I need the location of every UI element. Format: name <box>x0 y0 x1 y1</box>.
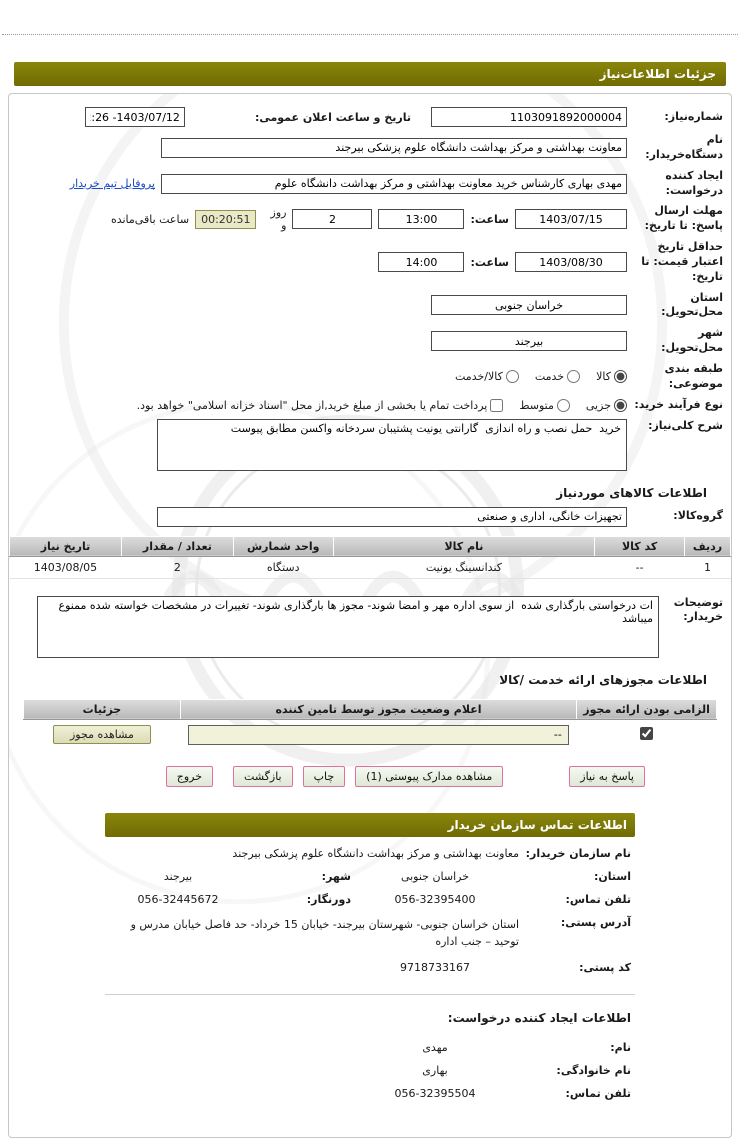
treasury-payment-checkbox[interactable] <box>490 399 503 412</box>
creator-section-title: اطلاعات ایجاد کننده درخواست: <box>447 1010 631 1025</box>
remaining-hours-label: ساعت باقی‌مانده <box>110 212 190 226</box>
back-button[interactable]: بازگشت <box>233 766 293 787</box>
goods-table <box>9 536 731 579</box>
countdown-timer: 00:20:51 <box>195 210 256 229</box>
row-creator-lastname <box>105 1054 635 1077</box>
deadline-date-input[interactable] <box>515 209 627 229</box>
announce-datetime-input[interactable] <box>85 107 185 127</box>
goods-group-label: گروه‌کالا: <box>673 509 723 523</box>
delivery-province-label: استان محل‌تحویل: <box>661 290 723 319</box>
purchase-process-label: نوع فرآیند خرید: <box>634 397 723 411</box>
row-org-name <box>105 837 635 860</box>
category-goods-service-label: کالا/خدمت <box>455 370 503 384</box>
buyer-team-profile-link[interactable]: پروفایل تیم خریدار <box>69 177 155 191</box>
goods-table-row <box>10 556 731 578</box>
category-goods-label: کالا <box>596 370 611 384</box>
process-minor-label: جزیی <box>585 398 611 412</box>
page-title: جزئیات اطلاعات‌نیاز <box>14 62 726 86</box>
delivery-province-input[interactable] <box>431 295 627 315</box>
buyer-contact-section <box>105 813 635 1100</box>
license-table-row <box>24 719 717 750</box>
column-header-need-date: تاریخ نیاز <box>10 536 122 556</box>
license-table-header-row <box>24 699 717 719</box>
license-section-title: اطلاعات مجوزهای ارائه خدمت /کالا <box>499 672 707 687</box>
buyer-contact-title: اطلاعات تماس سازمان خریدار <box>105 813 635 837</box>
category-goods-service-radio[interactable] <box>506 370 519 383</box>
postal-code-value: 9718733167 <box>400 960 470 974</box>
cell-quantity: 2 <box>121 556 233 578</box>
validity-date-input[interactable] <box>515 252 627 272</box>
view-attachments-button[interactable]: مشاهده مدارک پیوستی (1) <box>355 766 503 787</box>
subject-classification-label: طبقه بندی موضوعی: <box>664 361 723 390</box>
process-option-medium[interactable] <box>519 399 570 412</box>
row-purchase-process <box>9 395 731 416</box>
validity-hour-label: ساعت: <box>470 255 509 269</box>
license-status-input[interactable] <box>188 725 569 745</box>
announce-datetime-label: تاریخ و ساعت اعلان عمومی: <box>254 110 411 124</box>
need-number-input[interactable] <box>431 107 627 127</box>
row-delivery-province <box>9 288 731 324</box>
row-response-deadline <box>9 201 731 237</box>
creator-lastname-label: نام خانوادگی: <box>556 1063 631 1077</box>
section-divider <box>105 994 635 995</box>
row-request-creator <box>9 166 731 202</box>
column-header-unit: واحد شمارش <box>233 536 333 556</box>
row-province-city <box>105 860 635 883</box>
category-option-goods-service[interactable] <box>455 370 519 383</box>
main-panel <box>8 93 732 1138</box>
need-description-label: شرح کلی‌نیاز: <box>648 418 723 432</box>
category-service-label: خدمت <box>534 370 565 384</box>
creator-firstname-label: نام: <box>610 1040 631 1054</box>
column-header-item-code: کد کالا <box>595 536 685 556</box>
category-option-service[interactable] <box>535 370 580 383</box>
request-creator-input[interactable] <box>161 174 627 194</box>
contact-city-label: شهر: <box>321 869 351 883</box>
goods-table-header-row <box>10 536 731 556</box>
row-phone-fax <box>105 883 635 906</box>
cell-row-no: 1 <box>685 556 731 578</box>
remaining-days-input[interactable] <box>292 209 372 229</box>
column-header-quantity: تعداد / مقدار <box>121 536 233 556</box>
contact-province-value: خراسان جنوبی <box>400 869 470 883</box>
request-creator-label: ایجاد کننده درخواست: <box>665 168 723 197</box>
row-creator-phone <box>105 1077 635 1100</box>
contact-city-value: بیرجند <box>163 869 193 883</box>
cell-item-code: -- <box>595 556 685 578</box>
row-postal-code <box>105 951 635 974</box>
license-required-checkbox[interactable] <box>640 727 653 740</box>
category-service-radio[interactable] <box>567 370 580 383</box>
need-description-textarea[interactable] <box>157 419 627 471</box>
creator-lastname-value: بهاری <box>422 1063 448 1077</box>
cell-item-name: کندانسینگ یونیت <box>333 556 595 578</box>
org-name-value: معاونت بهداشتی و مرکز بهداشت دانشگاه علوم پزشکی بیرجند <box>232 846 519 860</box>
action-buttons-row <box>9 750 731 787</box>
delivery-city-label: شهر محل‌تحویل: <box>661 326 723 355</box>
category-goods-radio[interactable] <box>614 370 627 383</box>
buyer-notes-textarea[interactable] <box>37 596 659 658</box>
creator-firstname-value: مهدی <box>422 1040 448 1054</box>
respond-to-need-button[interactable]: پاسخ به نیاز <box>569 766 645 787</box>
contact-phone-value: 056-32395400 <box>394 892 476 906</box>
process-medium-radio[interactable] <box>557 399 570 412</box>
deadline-time-input[interactable] <box>378 209 464 229</box>
postal-address-value: استان خراسان جنوبی- شهرستان بیرجند- خیابان 15 خرداد- حد فاصل خیابان مدرس و توحید – جنب اداره <box>130 917 519 949</box>
print-button[interactable]: چاپ <box>303 766 346 787</box>
row-need-description <box>9 416 731 474</box>
buyer-notes-label: توضیحات خریدار: <box>673 595 723 624</box>
postal-address-label: آدرس پستی: <box>560 915 631 929</box>
goods-group-input[interactable] <box>157 507 627 527</box>
row-creator-firstname <box>105 1031 635 1054</box>
goods-section-title: اطلاعات کالاهای موردنیاز <box>556 485 707 500</box>
buyer-org-label: نام دستگاه‌خریدار: <box>645 133 723 161</box>
row-buyer-org <box>9 130 731 166</box>
creator-phone-value: 056-32395504 <box>394 1086 476 1100</box>
column-header-row-no: ردیف <box>685 536 731 556</box>
row-postal-address <box>105 906 635 951</box>
category-option-goods[interactable] <box>596 370 627 383</box>
view-license-button[interactable]: مشاهده مجوز <box>53 725 151 744</box>
process-option-minor[interactable] <box>586 399 627 412</box>
treasury-payment-label: پرداخت تمام یا بخشی از مبلغ خرید,از محل "اسناد خزانه اسلامی" خواهد بود. <box>136 398 488 412</box>
process-medium-label: متوسط <box>519 398 554 412</box>
cell-unit: دستگاه <box>233 556 333 578</box>
postal-code-label: کد پستی: <box>579 960 631 974</box>
row-price-validity <box>9 237 731 288</box>
contact-province-label: استان: <box>594 869 631 883</box>
response-deadline-label: مهلت ارسال پاسخ: تا تاریخ: <box>644 204 723 233</box>
contact-fax-label: دورنگار: <box>306 892 351 906</box>
org-name-label: نام سازمان خریدار: <box>525 846 631 860</box>
contact-fax-value: 056-32445672 <box>137 892 219 906</box>
delivery-city-input[interactable] <box>431 331 627 351</box>
row-goods-group <box>9 504 731 530</box>
validity-time-input[interactable] <box>378 252 464 272</box>
treasury-payment-option[interactable] <box>137 399 504 412</box>
column-header-license-required: الزامی بودن ارائه مجوز <box>577 699 717 719</box>
days-and-label: روز و <box>270 206 287 233</box>
buyer-org-input[interactable] <box>161 138 627 158</box>
price-validity-label: حداقل تاریخ اعتبار قیمت: تا تاریخ: <box>641 240 723 283</box>
row-subject-classification <box>9 359 731 395</box>
column-header-details: جزئیات <box>24 699 181 719</box>
row-buyer-notes <box>9 593 731 661</box>
cell-need-date: 1403/08/05 <box>10 556 122 578</box>
deadline-hour-label: ساعت: <box>470 212 509 226</box>
need-number-label: شماره‌نیاز: <box>664 109 723 123</box>
creator-phone-label: تلفن تماس: <box>565 1086 631 1100</box>
process-minor-radio[interactable] <box>614 399 627 412</box>
exit-button[interactable]: خروج <box>166 766 213 787</box>
row-delivery-city <box>9 323 731 359</box>
top-dotted-divider <box>2 0 738 35</box>
column-header-item-name: نام کالا <box>333 536 595 556</box>
column-header-license-status: اعلام وضعیت مجوز توسط تامین کننده <box>180 699 576 719</box>
row-need-number <box>9 104 731 130</box>
license-table <box>23 699 717 750</box>
contact-phone-label: تلفن تماس: <box>565 892 631 906</box>
